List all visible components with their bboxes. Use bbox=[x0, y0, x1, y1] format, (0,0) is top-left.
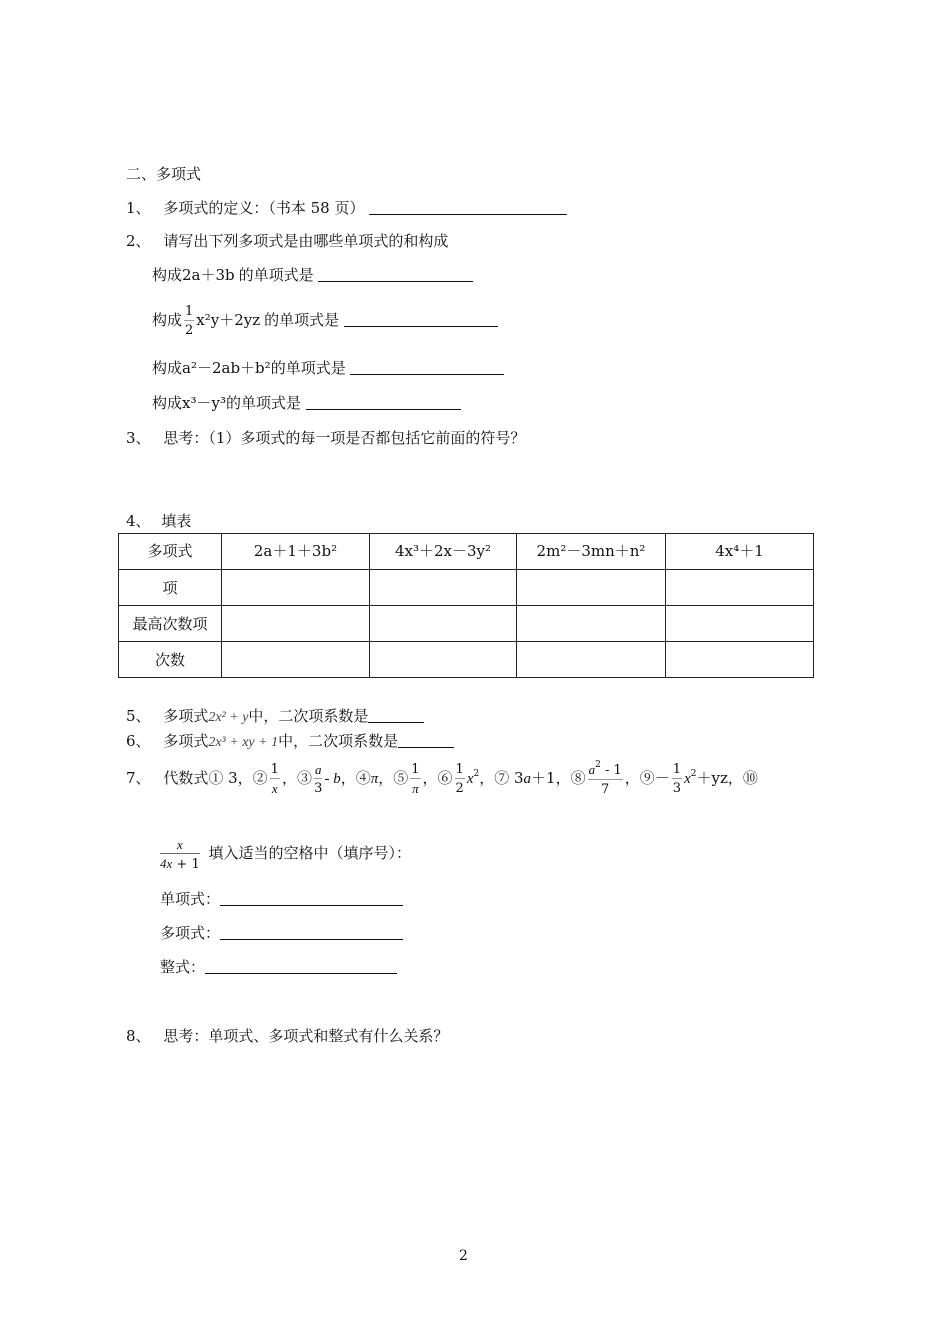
question-text-a: 多项式 bbox=[163, 732, 209, 750]
question-text: 多项式的定义：（书本 58 页） bbox=[163, 199, 365, 217]
question-text-b: 中，二次项系数是 bbox=[248, 707, 369, 725]
fraction: $\frac{1}{2}$ bbox=[185, 304, 194, 338]
question-number: 1、 bbox=[126, 199, 151, 217]
section-title: 二、多项式 bbox=[126, 165, 202, 183]
header-cell: 2a＋1＋3b² bbox=[222, 534, 370, 570]
question-5 bbox=[126, 706, 424, 728]
header-cell: 2m²－3mn＋n² bbox=[517, 534, 666, 570]
question-text: 思考：（1）多项式的每一项是否都包括它前面的符号？ bbox=[163, 429, 526, 447]
table-row bbox=[119, 642, 814, 678]
answer-blank[interactable] bbox=[369, 199, 567, 215]
q7-monomial-line bbox=[160, 889, 403, 909]
row-label: 最高次数项 bbox=[119, 606, 222, 642]
question-number: 4、 bbox=[126, 512, 151, 530]
question-text: 代数式 bbox=[163, 769, 209, 787]
expression: x³－y³ bbox=[182, 394, 226, 412]
line-prefix: 构成 bbox=[152, 311, 183, 329]
line-prefix: 构成 bbox=[152, 394, 183, 412]
expression: 2x² + y bbox=[208, 710, 249, 725]
table-row bbox=[119, 570, 814, 606]
answer-blank[interactable] bbox=[306, 394, 461, 410]
expression-list: ① 3，② $\frac{1}{x}$ ，③ $\frac{a}{3}$ - b，④π，⑤ $\frac{1}{\pi}$ ，⑥ $\frac{1}{2}$ $x^2$，⑦ 3a＋1，⑧ $\frac{a^2 - 1}{7}$ ，⑨－ $\frac{1}{3}$ $x^2+yz$，⑩ bbox=[208, 759, 758, 797]
row-label: 次数 bbox=[119, 642, 222, 678]
question-8 bbox=[126, 1026, 448, 1046]
question-number: 5、 bbox=[126, 707, 151, 725]
question-text: 填表 bbox=[161, 512, 192, 530]
answer-cell[interactable] bbox=[222, 606, 370, 642]
answer-cell[interactable] bbox=[222, 570, 370, 606]
question-number: 7、 bbox=[126, 769, 151, 787]
question-2 bbox=[126, 231, 448, 251]
q2-line-3 bbox=[152, 358, 504, 378]
table-header-row bbox=[119, 534, 814, 570]
line-prefix: 构成 bbox=[152, 266, 183, 284]
header-cell: 4x⁴＋1 bbox=[666, 534, 814, 570]
fill-in-table bbox=[118, 533, 814, 678]
expression: 2x³ + xy + 1 bbox=[208, 735, 279, 750]
question-number: 2、 bbox=[126, 232, 151, 250]
answer-blank[interactable] bbox=[220, 890, 403, 906]
answer-label: 单项式： bbox=[160, 890, 221, 908]
answer-blank[interactable] bbox=[220, 924, 403, 940]
question-text: 请写出下列多项式是由哪些单项式的和构成 bbox=[163, 232, 449, 250]
question-text-b: 中，二次项系数是 bbox=[278, 732, 399, 750]
q7-polynomial-line bbox=[160, 923, 403, 943]
row-label: 项 bbox=[119, 570, 222, 606]
line-suffix: 的单项式是 bbox=[270, 359, 346, 377]
answer-blank[interactable] bbox=[398, 732, 454, 748]
answer-cell[interactable] bbox=[222, 642, 370, 678]
answer-cell[interactable] bbox=[517, 606, 666, 642]
fraction-10: $\frac{x}{4x + 1}$ bbox=[160, 836, 200, 872]
answer-cell[interactable] bbox=[666, 606, 814, 642]
line-prefix: 构成 bbox=[152, 359, 183, 377]
expression: x²y＋2yz bbox=[196, 311, 261, 329]
answer-blank[interactable] bbox=[205, 958, 397, 974]
q2-line-4 bbox=[152, 393, 461, 413]
answer-blank[interactable] bbox=[350, 359, 504, 375]
line-suffix: 的单项式是 bbox=[264, 311, 340, 329]
header-cell: 多项式 bbox=[119, 534, 222, 570]
question-7 bbox=[126, 755, 758, 802]
answer-cell[interactable] bbox=[370, 606, 517, 642]
answer-blank[interactable] bbox=[344, 311, 498, 327]
question-6 bbox=[126, 731, 454, 753]
answer-blank[interactable] bbox=[368, 707, 424, 723]
page-number: 2 bbox=[459, 1248, 468, 1264]
question-4 bbox=[126, 511, 191, 531]
answer-cell[interactable] bbox=[666, 642, 814, 678]
q7-integral-line bbox=[160, 957, 397, 977]
question-text-a: 多项式 bbox=[163, 707, 209, 725]
question-number: 8、 bbox=[126, 1027, 151, 1045]
q2-line-1 bbox=[152, 265, 473, 285]
table-row bbox=[119, 606, 814, 642]
answer-cell[interactable] bbox=[370, 642, 517, 678]
question-1 bbox=[126, 198, 567, 218]
question-number: 6、 bbox=[126, 732, 151, 750]
question-number: 3、 bbox=[126, 429, 151, 447]
answer-cell[interactable] bbox=[370, 570, 517, 606]
question-text: 思考：单项式、多项式和整式有什么关系？ bbox=[163, 1027, 449, 1045]
expression: 2a＋3b bbox=[182, 266, 235, 284]
question-7-continued bbox=[158, 830, 411, 876]
line-suffix: 的单项式是 bbox=[238, 266, 314, 284]
line-suffix: 的单项式是 bbox=[225, 394, 301, 412]
header-cell: 4x³＋2x－3y² bbox=[370, 534, 517, 570]
answer-cell[interactable] bbox=[666, 570, 814, 606]
q2-line-2 bbox=[152, 300, 498, 340]
answer-cell[interactable] bbox=[517, 570, 666, 606]
answer-cell[interactable] bbox=[517, 642, 666, 678]
fill-instruction: 填入适当的空格中（填序号）： bbox=[208, 844, 412, 862]
expression: a²－2ab＋b² bbox=[182, 359, 271, 377]
question-3 bbox=[126, 428, 525, 448]
answer-blank[interactable] bbox=[318, 266, 473, 282]
answer-label: 整式： bbox=[160, 958, 206, 976]
answer-label: 多项式： bbox=[160, 924, 221, 942]
